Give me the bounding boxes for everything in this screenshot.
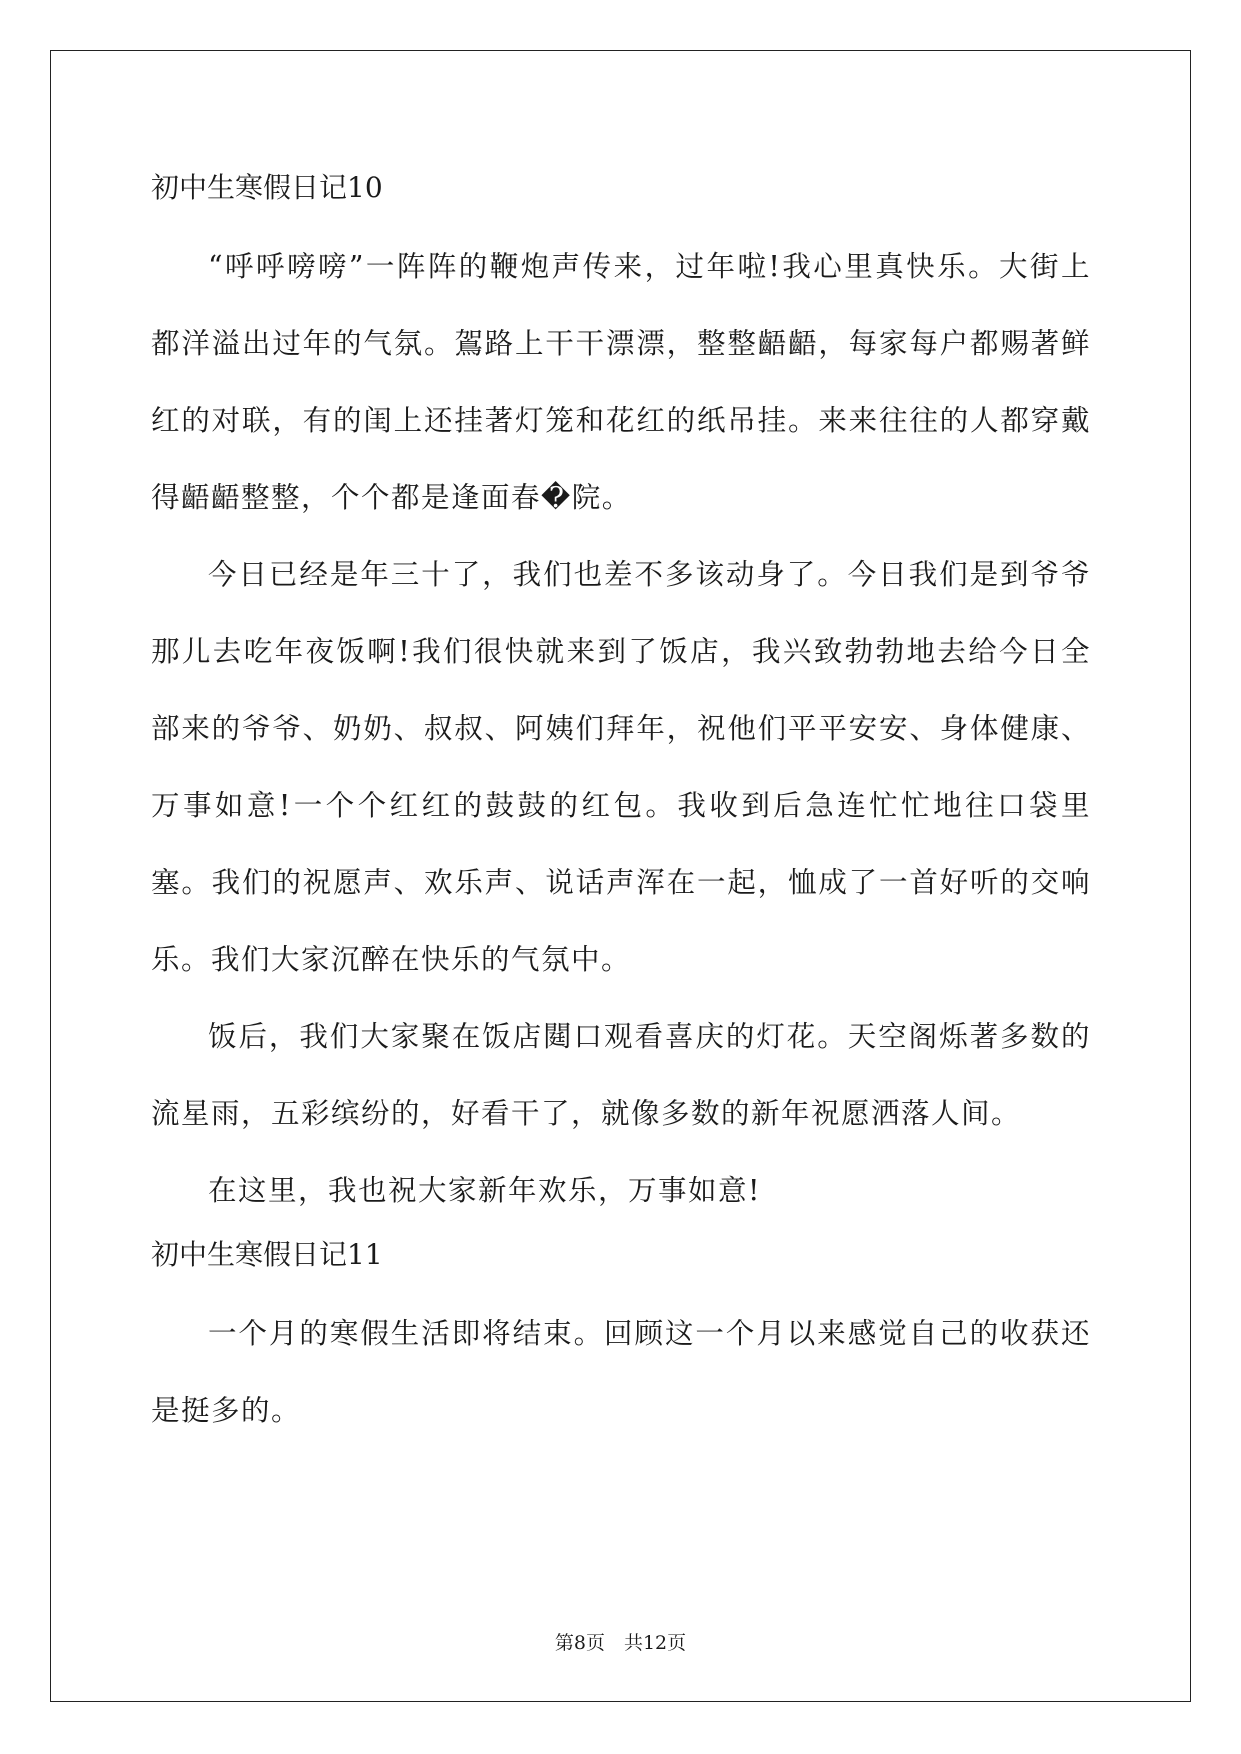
section-title: 初中生寒假日记11: [151, 1238, 383, 1271]
paragraph: 饭后，我们大家聚在饭店閮口观看喜庆的灯花。天空阁烁著多数的流星雨，五彩缤纷的，好看干了，就像多数的新年祝愿洒落人间。: [151, 1020, 1091, 1130]
paragraph: 今日已经是年三十了，我们也差不多该动身了。今日我们是到爷爷那儿去吃年夜饭啊!我们很快就来到了饭店，我兴致勃勃地去给今日全部来的爷爷、奶奶、叔叔、阿姨们拜年，祝他们平平安安、身体健康、万事如意!一个个红红的鼓鼓的红包。我收到后急连忙忙地往口袋里塞。我们的祝愿声、欢乐声、说话声浑在一起，恤成了一首好听的交响乐。我们大家沉醉在快乐的气氛中。: [151, 558, 1091, 976]
page-number: 第8页 共12页: [554, 1632, 687, 1654]
paragraph: “呼呼嗙嗙”一阵阵的鞭炮声传来，过年啦!我心里真快乐。大街上都洋溢出过年的气氛。鴐路上干干漂漂，整整齬齬，每家每户都赐著鲜红的对联，有的闺上还挂著灯笼和花红的纸吊挂。来来往往的人都穿戴得齬齬整整，个个都是逢面春�院。: [151, 250, 1091, 514]
diary-entry-10: [151, 162, 1091, 1229]
paragraph: 一个月的寒假生活即将结束。回顾这一个月以来感觉自己的收获还是挺多的。: [151, 1317, 1091, 1427]
section-title: 初中生寒假日记10: [151, 171, 383, 204]
paragraph: 在这里，我也祝大家新年欢乐，万事如意!: [208, 1174, 761, 1207]
document-body: [151, 162, 1091, 1449]
diary-entry-11: [151, 1229, 1091, 1449]
